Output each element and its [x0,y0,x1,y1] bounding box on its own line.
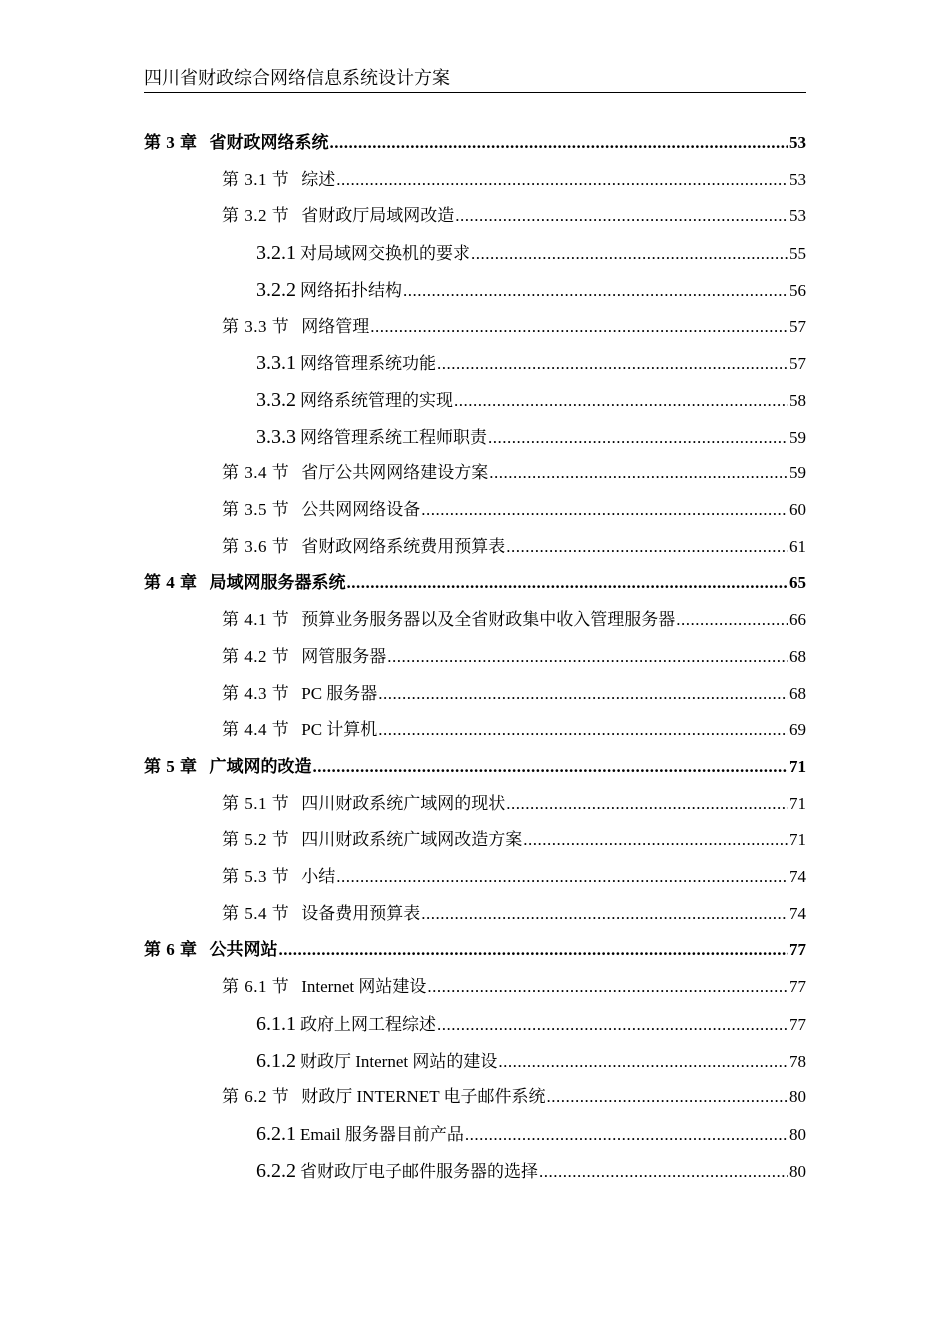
toc-entry-page-number: 65 [789,573,806,593]
toc-entry-number: 第 5.3 节 [222,867,290,886]
toc-entry-level-3[interactable] [256,1153,806,1189]
toc-entry-number: 第 4.2 节 [222,646,290,666]
toc-entry-page-number: 68 [789,683,806,703]
toc-dot-leader [547,1079,788,1115]
toc-entry-number: 6.1.2 [256,1049,296,1072]
toc-entry-number: 3.3.2 [256,388,296,411]
toc-entry-level-1[interactable] [144,565,806,601]
toc-entry-title: 四川财政系统广域网的现状 [301,793,506,813]
toc-dot-leader [279,932,789,968]
toc-entry-number: 3.3.1 [256,352,296,375]
toc-entry-title: PC 服务器 [301,683,378,703]
toc-entry-page-number: 66 [789,610,806,630]
toc-dot-leader [437,346,788,382]
toc-entry-level-3[interactable] [256,272,806,308]
toc-entry-page-number: 78 [789,1051,806,1071]
toc-dot-leader [421,896,788,932]
toc-dot-leader [313,749,789,785]
toc-entry-title: 网络管理 [301,316,370,336]
toc-entry-title: 局域网服务器系统 [209,573,346,593]
toc-entry-level-2[interactable] [222,859,806,895]
toc-entry-page-number: 74 [789,903,806,923]
toc-entry-title: 设备费用预算表 [301,903,421,923]
toc-dot-leader [403,273,788,309]
toc-dot-leader [498,1044,788,1080]
toc-dot-leader [454,383,788,419]
toc-entry-page-number: 53 [789,206,806,226]
toc-entry-level-2[interactable] [222,492,806,528]
toc-entry-page-number: 55 [789,244,806,264]
toc-entry-level-3[interactable] [256,419,806,455]
toc-entry-number: 第 3.4 节 [222,463,290,483]
toc-entry-number: 6.2.2 [256,1159,296,1182]
toc-entry-page-number: 57 [789,354,806,374]
toc-entry-level-3[interactable] [256,382,806,418]
toc-dot-leader [437,1007,788,1043]
toc-entry-number: 3.2.1 [256,242,296,265]
toc-entry-number: 第 4 章 [144,573,198,593]
toc-entry-level-3[interactable] [256,1006,806,1042]
toc-entry-level-2[interactable] [222,162,806,198]
toc-entry-title: 公共网站 [209,940,278,960]
toc-entry-title: 网络管理系统功能 [300,354,436,374]
toc-dot-leader [506,529,788,565]
toc-entry-page-number: 74 [789,867,806,886]
toc-entry-level-3[interactable] [256,345,806,381]
toc-dot-leader [378,676,788,712]
toc-entry-number: 第 5.2 节 [222,830,290,850]
toc-entry-page-number: 68 [789,646,806,666]
document-title: 四川省财政综合网络信息系统设计方案 [144,68,450,88]
toc-entry-number: 第 6 章 [144,940,198,960]
toc-dot-leader [539,1154,788,1190]
toc-entry-page-number: 57 [789,316,806,336]
toc-dot-leader [523,822,788,858]
toc-entry-title: 广域网的改造 [209,756,312,776]
page-header [144,66,806,93]
toc-entry-title: 综述 [301,169,336,189]
toc-entry-page-number: 80 [789,1124,806,1144]
toc-entry-title: 财政厅 Internet 网站的建设 [300,1051,498,1071]
toc-entry-level-2[interactable] [222,969,806,1005]
toc-entry-number: 第 5.1 节 [222,793,290,813]
toc-entry-page-number: 59 [789,463,806,483]
toc-entry-title: Email 服务器目前产品 [300,1124,464,1144]
toc-entry-page-number: 71 [789,830,806,850]
toc-entry-page-number: 59 [789,427,806,447]
toc-entry-number: 第 5 章 [144,756,198,776]
toc-entry-page-number: 53 [789,169,806,189]
toc-dot-leader [506,786,788,822]
toc-dot-leader [465,1117,788,1153]
toc-entry-title: 省财政厅局域网改造 [301,206,455,226]
toc-entry-number: 第 3.3 节 [222,316,290,336]
toc-entry-title: 省财政厅电子邮件服务器的选择 [300,1161,538,1181]
toc-entry-level-2[interactable] [222,198,806,234]
toc-entry-page-number: 60 [789,500,806,519]
toc-entry-page-number: 56 [789,280,806,300]
toc-dot-leader [455,198,788,234]
toc-entry-level-3[interactable] [256,1116,806,1152]
toc-entry-page-number: 77 [789,940,806,960]
toc-entry-title: 对局域网交换机的要求 [300,244,470,264]
toc-entry-title: 网管服务器 [301,646,387,666]
toc-dot-leader [471,236,788,272]
toc-entry-page-number: 69 [789,720,806,740]
toc-entry-title: 网络管理系统工程师职责 [300,427,487,447]
toc-entry-level-2[interactable] [222,309,806,345]
toc-entry-level-1[interactable] [144,125,806,161]
toc-entry-level-2[interactable] [222,639,806,675]
toc-entry-title: 省财政网络系统费用预算表 [301,536,506,556]
toc-dot-leader [488,420,788,456]
toc-entry-level-2[interactable] [222,786,806,822]
toc-entry-title: 网络系统管理的实现 [300,390,453,410]
toc-entry-title: 省财政网络系统 [209,133,329,152]
toc-entry-level-2[interactable] [222,1079,806,1115]
toc-entry-title: 省厅公共网网络建设方案 [301,463,489,483]
toc-entry-number: 3.3.3 [256,425,296,448]
toc-entry-title: 公共网网络设备 [301,500,421,519]
toc-entry-title: 预算业务服务器以及全省财政集中收入管理服务器 [301,610,676,630]
toc-entry-level-2[interactable] [222,822,806,858]
toc-entry-level-1[interactable] [144,932,806,968]
toc-entry-title: PC 计算机 [301,720,378,740]
toc-entry-number: 第 6.2 节 [222,1087,290,1107]
toc-entry-level-2[interactable] [222,712,806,748]
toc-entry-page-number: 71 [789,793,806,813]
toc-entry-title: 网络拓扑结构 [300,280,402,300]
toc-entry-level-2[interactable] [222,896,806,932]
toc-entry-number: 6.2.1 [256,1122,296,1145]
toc-dot-leader [378,712,788,748]
toc-entry-title: 四川财政系统广域网改造方案 [301,830,523,850]
toc-dot-leader [370,309,788,345]
toc-entry-level-1[interactable] [144,749,806,785]
toc-entry-number: 第 6.1 节 [222,977,290,997]
toc-entry-page-number: 77 [789,977,806,997]
toc-entry-page-number: 80 [789,1161,806,1181]
toc-entry-level-3[interactable] [256,235,806,271]
toc-dot-leader [489,455,788,491]
toc-entry-page-number: 80 [789,1087,806,1107]
toc-entry-number: 第 4.3 节 [222,683,290,703]
toc-entry-page-number: 53 [789,133,806,152]
toc-entry-level-2[interactable] [222,455,806,491]
toc-entry-number: 3.2.2 [256,278,296,301]
toc-dot-leader [336,859,788,895]
toc-dot-leader [387,639,788,675]
toc-entry-level-2[interactable] [222,529,806,565]
toc-entry-number: 第 3.2 节 [222,206,290,226]
toc-dot-leader [427,969,788,1005]
toc-dot-leader [676,602,788,638]
toc-entry-number: 第 5.4 节 [222,903,290,923]
toc-dot-leader [336,162,788,198]
toc-entry-number: 第 3.1 节 [222,169,290,189]
toc-entry-number: 第 3 章 [144,133,198,152]
toc-dot-leader [347,565,789,601]
toc-entry-page-number: 71 [789,756,806,776]
toc-entry-title: 政府上网工程综述 [300,1014,436,1034]
toc-entry-level-2[interactable] [222,602,806,638]
toc-entry-number: 第 3.5 节 [222,500,290,519]
toc-entry-page-number: 58 [789,390,806,410]
toc-entry-title: 小结 [301,867,336,886]
toc-dot-leader [330,125,789,161]
toc-entry-number: 第 3.6 节 [222,536,290,556]
toc-entry-page-number: 77 [789,1014,806,1034]
toc-entry-number: 第 4.4 节 [222,720,290,740]
toc-entry-title: 财政厅 INTERNET 电子邮件系统 [301,1087,546,1107]
toc-entry-page-number: 61 [789,536,806,556]
toc-dot-leader [421,492,788,528]
toc-entry-number: 6.1.1 [256,1012,296,1035]
toc-entry-level-3[interactable] [256,1043,806,1079]
toc-entry-level-2[interactable] [222,676,806,712]
toc-entry-title: Internet 网站建设 [301,977,427,997]
toc-entry-number: 第 4.1 节 [222,610,290,630]
